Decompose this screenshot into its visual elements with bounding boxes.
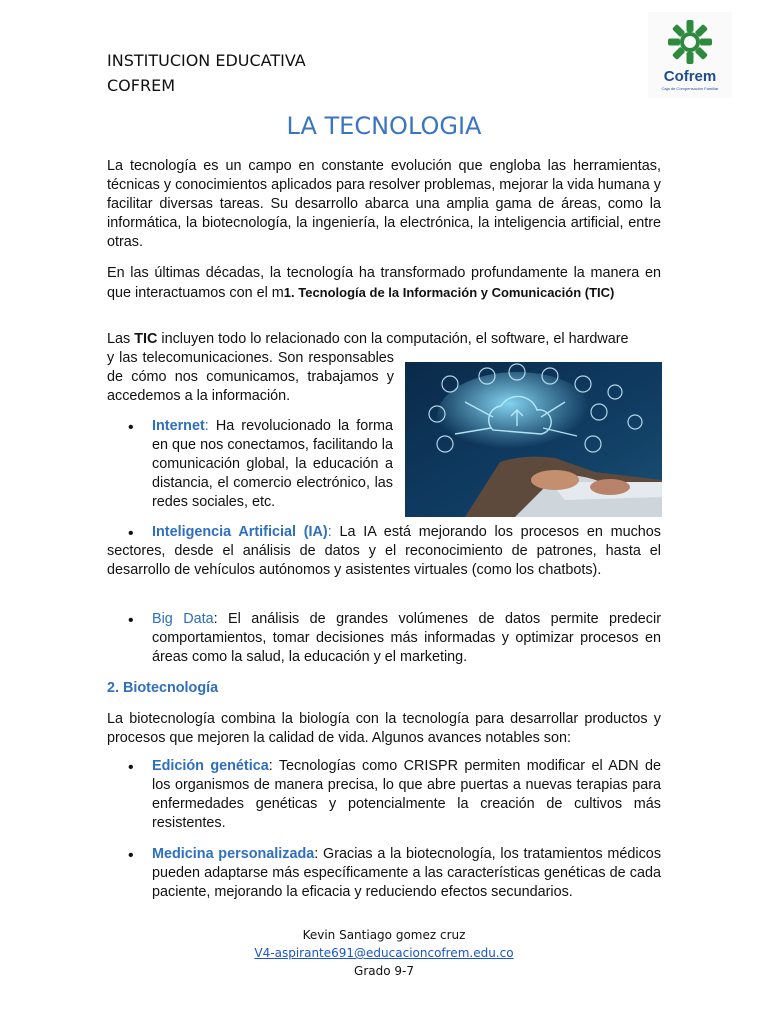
author-email-link[interactable]: V4-aspirante691@educacioncofrem.edu.co — [254, 946, 514, 960]
intro-paragraph-2-text: En las últimas décadas, la tecnología ha transformado profundamente la manera en que interactuamos con el m — [107, 265, 661, 301]
bullet-internet — [152, 417, 393, 512]
intro-paragraph-2 — [107, 264, 661, 303]
intro-paragraph: La tecnología es un campo en constante evolución que engloba las herramientas, técnicas y conocimientos aplicados para resolver problemas, mejorar la vida humana y facilitar diversas tareas. Su desarrollo abarca una amplia gama de áreas, como la informática, la biotecnología, la ingeniería, la electrónica, la inteligencia artificial, entre otras. — [107, 158, 661, 250]
internet-sep: : — [204, 418, 209, 434]
bullet-dot: • — [128, 612, 134, 629]
logo-tagline: Caja de Compensación Familiar — [661, 86, 719, 91]
section-1-heading: 1. Tecnología de la Información y Comunicación (TIC) — [283, 285, 615, 300]
ia-text: La IA está mejorando los procesos en muchos sectores, desde el análisis de datos y el reconocimiento de patrones, hasta el desarrollo de vehículos autónomos y asistentes virtuales (como los chatbots). — [107, 524, 661, 578]
tic-paragraph-wrap: y las telecomunicaciones. Son responsables de cómo nos comunicamos, trabajamos y accedemos a la información. — [107, 350, 394, 404]
internet-text: Ha revolucionado la forma en que nos conectamos, facilitando la comunicación global, la educación a distancia, el comercio electrónico, las redes sociales, etc. — [152, 418, 393, 510]
section-2-heading: 2. Biotecnología — [107, 680, 219, 696]
bullet-bigdata — [152, 610, 661, 667]
bigdata-sep: : — [213, 611, 218, 627]
institution-line-1: INSTITUCION EDUCATIVA — [107, 51, 306, 70]
tic-prefix: Las — [107, 331, 135, 347]
medicina-text: : Gracias a la biotecnología, los tratamientos médicos pueden adaptarse más específicamente a las características genéticas de cada paciente, mejorando la eficacia y reduciendo efectos secundarios. — [152, 846, 662, 900]
bullet-dot: • — [128, 525, 134, 542]
author-name: Kevin Santiago gomez cruz — [302, 928, 466, 942]
bullet-ia — [107, 523, 661, 580]
bullet-dot: • — [128, 419, 134, 436]
cloud-computing-illustration — [405, 362, 662, 517]
medicina-term: Medicina personalizada — [152, 846, 315, 862]
biotech-intro: La biotecnología combina la biología con la tecnología para desarrollar productos y procesos que mejoren la calidad de vida. Algunos avances notables son: — [107, 711, 661, 746]
footer — [0, 926, 768, 980]
grade-label: Grado 9-7 — [354, 964, 414, 978]
institution-name — [107, 48, 306, 98]
edicion-term: Edición genética — [152, 758, 269, 774]
cofrem-star-icon — [648, 12, 732, 68]
bullet-medicina — [152, 845, 661, 902]
bigdata-term: Big Data — [152, 611, 214, 627]
ia-term: Inteligencia Artificial (IA) — [152, 524, 328, 540]
bigdata-text: El análisis de grandes volúmenes de datos permite predecir comportamientos, tomar decisiones más informadas y optimizar procesos en áreas como la salud, la educación y el marketing. — [152, 611, 661, 665]
tic-paragraph-line1 — [107, 330, 661, 349]
cofrem-logo — [648, 12, 732, 98]
laptop-cloud-photo — [405, 362, 662, 517]
page-title: LA TECNOLOGIA — [286, 112, 482, 140]
tic-keyword: TIC — [134, 331, 158, 347]
tic-description: incluyen todo lo relacionado con la computación, el software, el hardware — [157, 331, 629, 347]
internet-term: Internet — [152, 418, 205, 434]
edicion-text: : Tecnologías como CRISPR permiten modificar el ADN de los organismos de manera precisa, lo que abre puertas a nuevas terapias para enfermedades genéticas y potencialmente la creación de cultivos más resistentes. — [152, 758, 661, 831]
logo-wordmark: Cofrem — [663, 68, 717, 85]
bullet-dot: • — [128, 847, 134, 864]
bullet-edicion-genetica — [152, 757, 661, 833]
institution-line-2: COFREM — [107, 76, 175, 95]
ia-sep: : — [327, 524, 332, 540]
bullet-dot: • — [128, 759, 134, 776]
